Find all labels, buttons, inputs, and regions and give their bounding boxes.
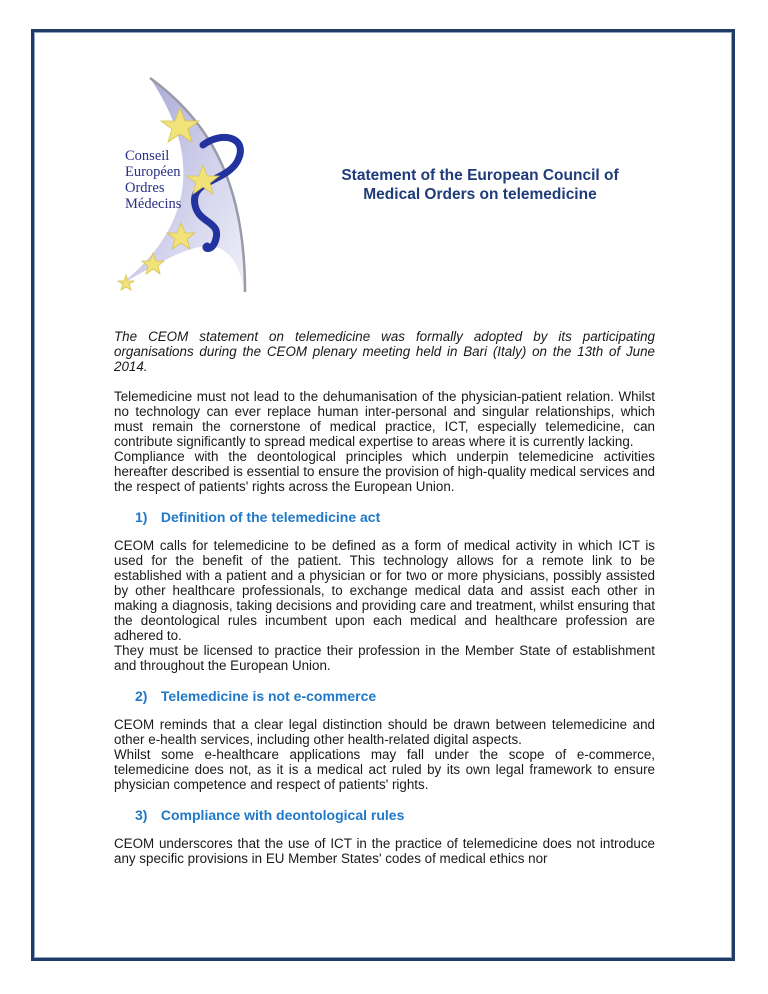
logo-wordmark	[125, 148, 181, 212]
section-1-paragraph-1: CEOM calls for telemedicine to be defined as a form of medical activity in which ICT is used for the benefit of the patient. This technology allows for a remote link to be established with a patient and a physician or for two or more physicians, possibly assisted by other healthcare professionals, to exchange medical data and assist each other in making a diagnosis, taking decisions and providing care and treatment, whilst ensuring that the deontological rules incumbent upon each medical and healthcare profession are adhered to.	[114, 538, 655, 643]
section-3-number: 3)	[135, 807, 148, 823]
preamble	[114, 389, 655, 494]
logo-line-europeen: Européen	[125, 164, 181, 180]
section-2-number: 2)	[135, 688, 148, 704]
logo-line-conseil: Conseil	[125, 148, 170, 164]
section-2-body	[114, 717, 655, 792]
section-2-paragraph-2: Whilst some e-healthcare applications may fall under the scope of e-commerce, telemedicine does not, as it is a medical act ruled by its own legal framework to ensure physician competence and respect of patients' rights.	[114, 747, 655, 792]
section-3-title: Compliance with deontological rules	[160, 807, 405, 823]
document-title	[300, 166, 660, 204]
title-line-2: Medical Orders on telemedicine	[363, 186, 597, 203]
document-body	[114, 329, 655, 881]
section-1-number: 1)	[135, 509, 148, 525]
section-2-title: Telemedicine is not e-commerce	[160, 688, 377, 704]
section-1-title: Definition of the telemedicine act	[160, 509, 381, 525]
preamble-paragraph-2: Compliance with the deontological principles which underpin telemedicine activities hereafter described is essential to ensure the provision of high-quality medical services and the respect of patients' rights across the European Union.	[114, 449, 655, 494]
logo-line-medecins: Médecins	[125, 196, 182, 212]
section-3-paragraph-1: CEOM underscores that the use of ICT in the practice of telemedicine does not introduce any specific provisions in EU Member States' codes of medical ethics nor	[114, 836, 655, 866]
ceom-logo	[95, 70, 295, 295]
section-3-heading	[135, 807, 655, 823]
logo-line-ordres: Ordres	[125, 180, 165, 196]
section-1-paragraph-2: They must be licensed to practice their profession in the Member State of establishment and throughout the European Union.	[114, 643, 655, 673]
preamble-paragraph-1: Telemedicine must not lead to the dehumanisation of the physician-patient relation. Whilst no technology can ever replace human inter-personal and singular relationships, which must remain the cornerstone of medical practice, ICT, especially telemedicine, can contribute significantly to spread medical expertise to areas where it is currently lacking.	[114, 389, 655, 449]
section-1-body	[114, 538, 655, 673]
title-line-1: Statement of the European Council of	[341, 167, 619, 184]
section-2-paragraph-1: CEOM reminds that a clear legal distinction should be drawn between telemedicine and other e-health services, including other health-related digital aspects.	[114, 717, 655, 747]
section-2-heading	[135, 688, 655, 704]
adoption-note: The CEOM statement on telemedicine was formally adopted by its participating organisations during the CEOM plenary meeting held in Bari (Italy) on the 13th of June 2014.	[114, 329, 655, 374]
section-1-heading	[135, 509, 655, 525]
section-3-body	[114, 836, 655, 866]
